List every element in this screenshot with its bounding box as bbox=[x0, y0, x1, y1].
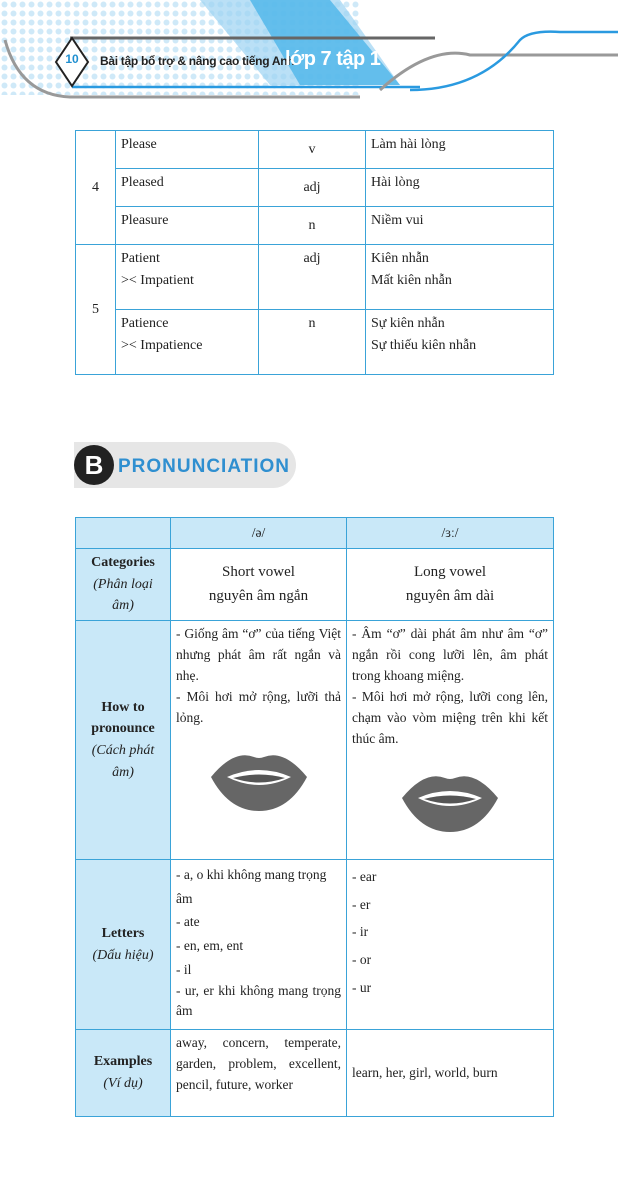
word-table bbox=[75, 130, 554, 375]
row-sublabel: (Dấu hiệu) bbox=[92, 947, 154, 963]
description: - Môi hơi mở rộng, lưỡi cong lên, chạm vào vòm miệng trên khi kết thúc âm. bbox=[352, 688, 548, 746]
group-number: 4 bbox=[76, 131, 116, 245]
row-label: Categories bbox=[91, 555, 155, 570]
phoneme-schwa: /ə/ bbox=[171, 518, 347, 549]
examples-text: away, concern, temperate, garden, problem, excellent, pencil, future, worker bbox=[171, 1030, 347, 1117]
part-of-speech: v bbox=[259, 131, 366, 169]
description: - Giống âm “ơ” của tiếng Việt nhưng phát âm rất ngắn và nhẹ. bbox=[176, 626, 341, 683]
page-number: 10 bbox=[65, 52, 79, 66]
part-of-speech: adj bbox=[259, 169, 366, 207]
table-row bbox=[76, 207, 554, 245]
row-sublabel: (Ví dụ) bbox=[103, 1076, 143, 1092]
meaning: Sự kiên nhẫn bbox=[371, 316, 445, 331]
lips-icon bbox=[209, 749, 309, 811]
word: Pleasure bbox=[116, 207, 259, 245]
row-label: How to bbox=[101, 699, 145, 715]
part-of-speech: adj bbox=[259, 245, 366, 310]
meaning: Làm hài lòng bbox=[366, 131, 554, 169]
antonym-meaning: Sự thiếu kiên nhẫn bbox=[371, 337, 477, 353]
word: Please bbox=[116, 131, 259, 169]
letter-pattern: - il bbox=[176, 961, 192, 977]
letter-pattern: - en, em, ent bbox=[176, 937, 244, 953]
antonym-meaning: Mất kiên nhẫn bbox=[371, 272, 452, 288]
word: Patient bbox=[121, 251, 160, 266]
letter-pattern: - ur, er khi không mang trọng âm bbox=[176, 983, 341, 1019]
page-header bbox=[0, 0, 618, 110]
table-row bbox=[76, 860, 554, 1030]
category-text: nguyên âm ngắn bbox=[208, 587, 309, 604]
book-grade: lớp 7 tập 1 bbox=[285, 48, 381, 70]
row-sublabel: (Phân loại âm) bbox=[93, 576, 153, 614]
group-number: 5 bbox=[76, 245, 116, 375]
meaning: Hài lòng bbox=[366, 169, 554, 207]
category-text: nguyên âm dài bbox=[405, 587, 495, 604]
book-title: Bài tập bổ trợ & nâng cao tiếng Anh bbox=[100, 54, 295, 68]
table-row bbox=[76, 169, 554, 207]
letter-pattern: - a, o khi không mang trọng âm bbox=[176, 867, 327, 906]
examples-text: learn, her, girl, world, burn bbox=[347, 1030, 554, 1117]
pronunciation-table bbox=[75, 517, 554, 1117]
phoneme-long-er: /ɜː/ bbox=[347, 518, 554, 549]
row-label: Letters bbox=[101, 925, 145, 941]
table-row bbox=[76, 245, 554, 310]
lips-icon bbox=[400, 770, 500, 832]
table-row bbox=[76, 310, 554, 375]
row-label: Examples bbox=[93, 1054, 153, 1070]
table-row bbox=[76, 549, 554, 621]
letter-pattern: - ur bbox=[352, 979, 372, 995]
letter-pattern: - ir bbox=[352, 924, 369, 940]
antonym: >< Impatient bbox=[121, 272, 194, 288]
table-row bbox=[76, 621, 554, 860]
letter-pattern: - ear bbox=[352, 869, 377, 885]
row-label: pronounce bbox=[91, 721, 155, 737]
category-text: Long vowel bbox=[413, 564, 487, 581]
antonym: >< Impatience bbox=[121, 337, 203, 353]
table-row bbox=[76, 1030, 554, 1117]
part-of-speech: n bbox=[259, 207, 366, 245]
word: Patience bbox=[121, 316, 169, 331]
letter-pattern: - ate bbox=[176, 914, 200, 930]
category-text: Short vowel bbox=[222, 564, 295, 581]
section-title: PRONUNCIATION bbox=[118, 456, 291, 477]
letter-pattern: - or bbox=[352, 952, 372, 968]
part-of-speech: n bbox=[259, 310, 366, 375]
table-row bbox=[76, 131, 554, 169]
word: Pleased bbox=[116, 169, 259, 207]
letter-pattern: - er bbox=[352, 896, 371, 912]
description: - Âm “ơ” dài phát âm như âm “ơ” ngắn rồi cong lưỡi lên, âm phát trong khoang miệng. bbox=[352, 626, 548, 683]
meaning: Kiên nhẫn bbox=[371, 251, 429, 266]
section-letter-badge: B bbox=[74, 445, 114, 485]
meaning: Niềm vui bbox=[366, 207, 554, 245]
row-sublabel: (Cách phát âm) bbox=[91, 743, 155, 780]
table-header-row bbox=[76, 518, 554, 549]
description: - Môi hơi mở rộng, lưỡi thả lỏng. bbox=[176, 688, 341, 725]
